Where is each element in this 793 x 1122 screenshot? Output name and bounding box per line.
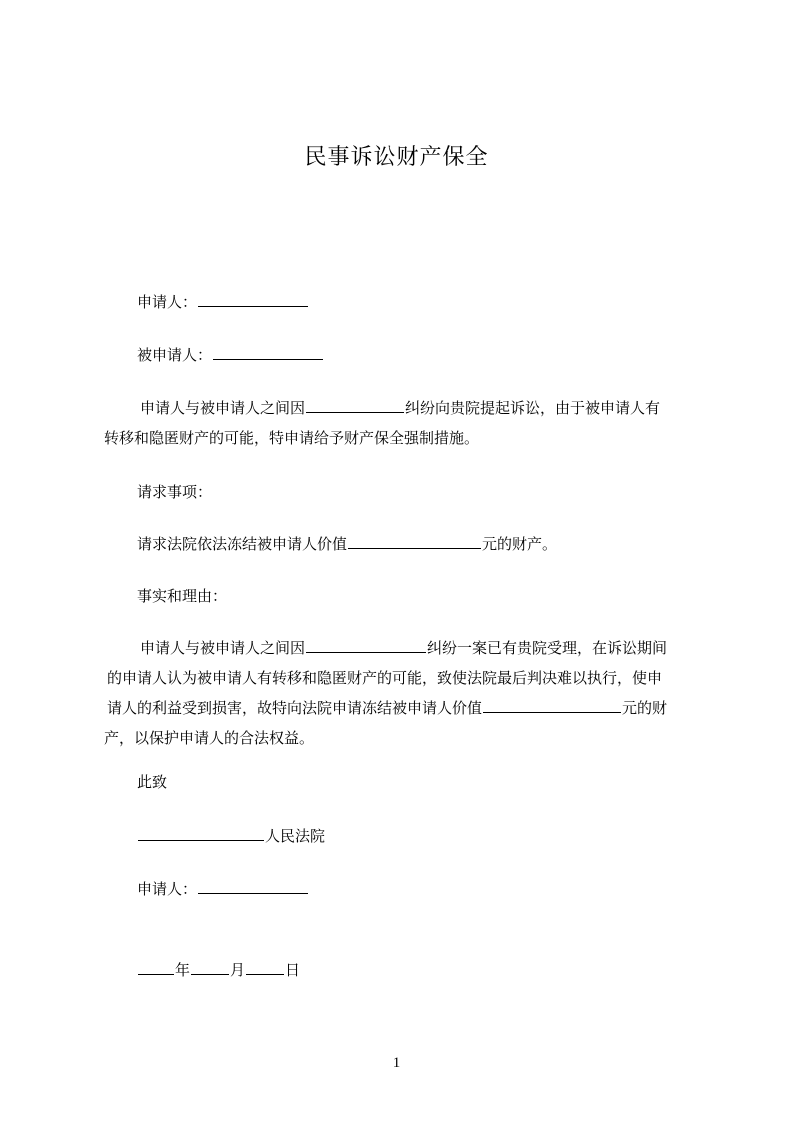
month-label: 月 bbox=[230, 961, 246, 979]
dispute-blank bbox=[306, 397, 404, 413]
facts-row-3 bbox=[104, 693, 704, 723]
court-blank bbox=[138, 825, 264, 841]
document-title: 民事诉讼财产保全 bbox=[304, 145, 489, 170]
respondent-blank bbox=[213, 344, 323, 360]
signature-blank bbox=[198, 878, 308, 894]
date-line bbox=[137, 959, 300, 980]
intro-paragraph bbox=[104, 393, 704, 453]
facts-text-4: 请人的利益受到损害，故特向法院申请冻结被申请人价值 bbox=[107, 699, 483, 717]
intro-text-1: 申请人与被申请人之间因 bbox=[140, 399, 306, 417]
facts-row-1 bbox=[104, 633, 704, 663]
facts-text-2: 纠纷一案已有贵院受理，在诉讼期间 bbox=[427, 639, 668, 657]
facts-paragraph bbox=[104, 633, 704, 753]
intro-row-1 bbox=[104, 393, 704, 423]
respondent-line bbox=[137, 344, 324, 365]
day-label: 日 bbox=[285, 961, 301, 979]
request-line bbox=[137, 533, 557, 554]
applicant-blank bbox=[198, 291, 308, 307]
intro-row-2: 转移和隐匿财产的可能，特申请给予财产保全强制措施。 bbox=[104, 429, 480, 447]
request-text-1: 请求法院依法冻结被申请人价值 bbox=[137, 535, 348, 553]
value-blank-2 bbox=[483, 697, 621, 713]
day-blank bbox=[246, 959, 284, 975]
page-number: 1 bbox=[392, 1055, 401, 1071]
closing-text: 此致 bbox=[137, 773, 168, 791]
year-blank bbox=[138, 959, 174, 975]
intro-text-2: 纠纷向贵院提起诉讼，由于被申请人有 bbox=[405, 399, 661, 417]
dispute-blank-2 bbox=[306, 637, 426, 653]
signature-label: 申请人： bbox=[137, 880, 198, 898]
year-label: 年 bbox=[175, 961, 191, 979]
court-line bbox=[137, 825, 325, 846]
court-suffix: 人民法院 bbox=[265, 827, 326, 845]
facts-text-5: 元的财 bbox=[622, 699, 668, 717]
request-text-2: 元的财产。 bbox=[482, 535, 558, 553]
request-heading: 请求事项： bbox=[137, 483, 213, 501]
month-blank bbox=[191, 959, 229, 975]
applicant-label: 申请人： bbox=[137, 293, 198, 311]
applicant-line bbox=[137, 291, 309, 312]
facts-row-4: 产，以保护申请人的合法权益。 bbox=[104, 729, 315, 747]
signature-line bbox=[137, 878, 309, 899]
value-blank-1 bbox=[348, 533, 481, 549]
facts-heading: 事实和理由： bbox=[137, 587, 228, 605]
respondent-label: 被申请人： bbox=[137, 346, 213, 364]
facts-row-2: 的申请人认为被申请人有转移和隐匿财产的可能，致使法院最后判决难以执行，使申 bbox=[107, 669, 663, 687]
facts-text-1: 申请人与被申请人之间因 bbox=[140, 639, 306, 657]
